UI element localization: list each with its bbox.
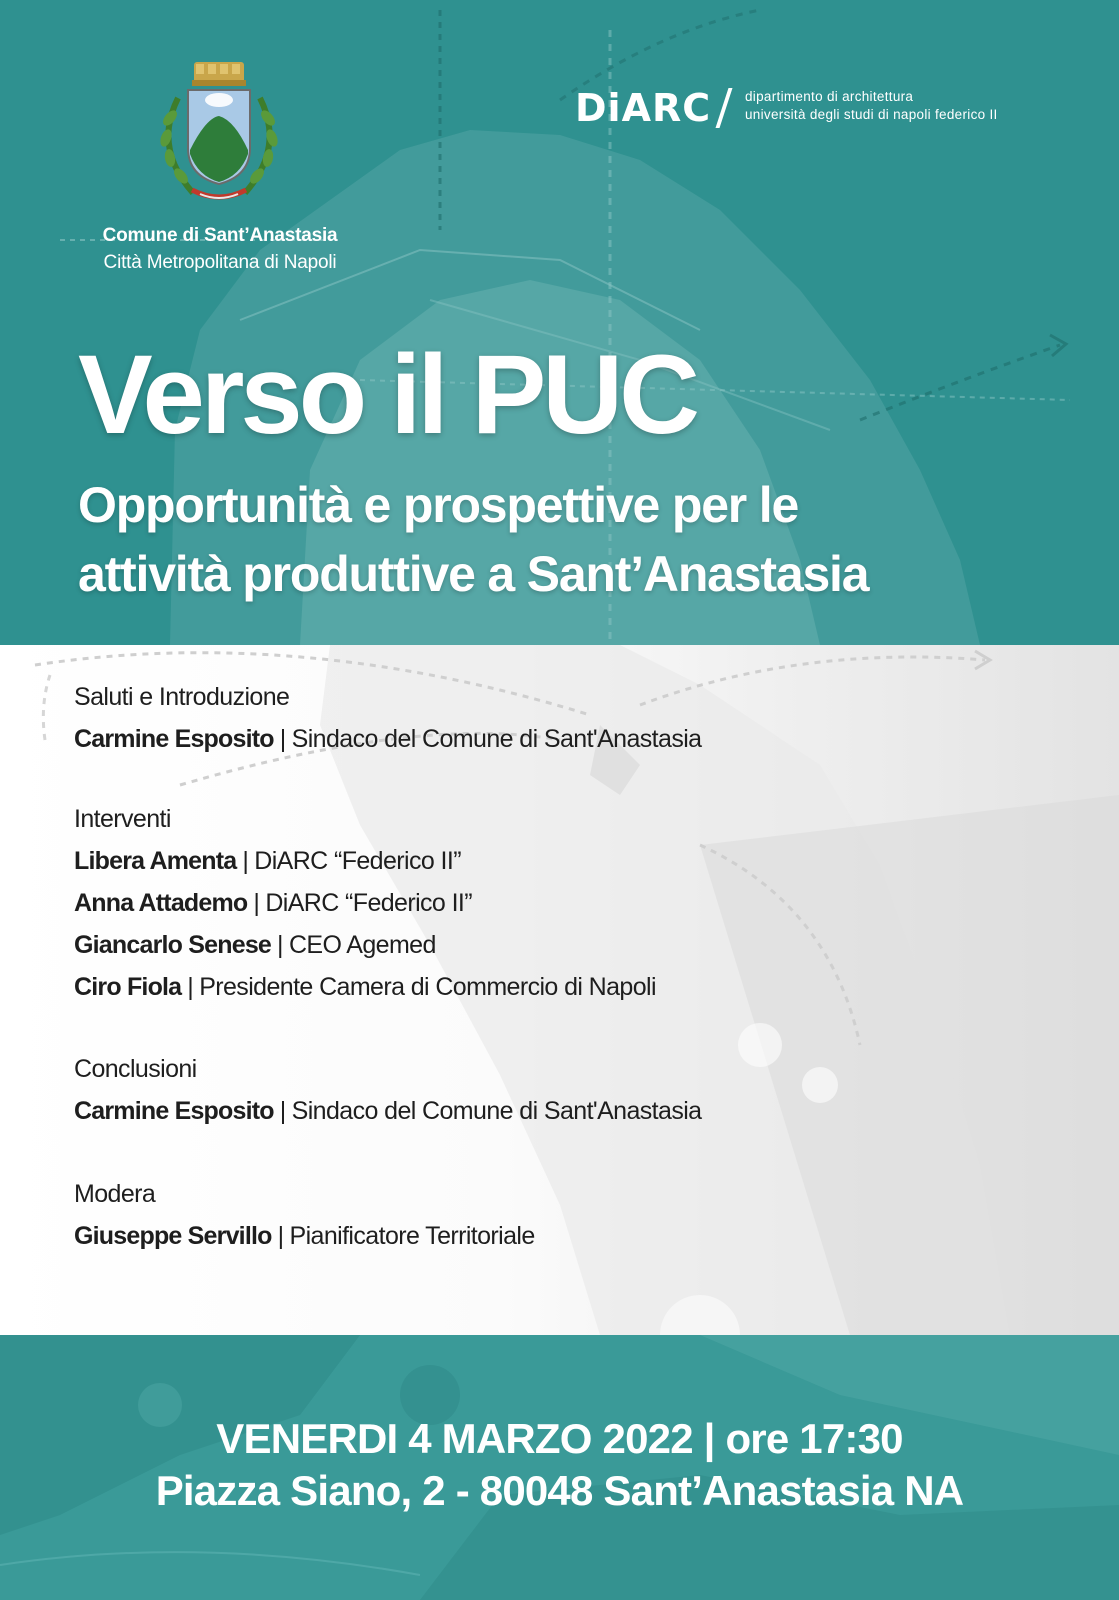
speaker-role: Sindaco del Comune di Sant'Anastasia [291, 725, 702, 753]
separator: | [279, 725, 286, 753]
speaker-name: Carmine Esposito [74, 725, 274, 753]
separator: | [253, 889, 260, 917]
subtitle-line-2: attività produttive a Sant’Anastasia [78, 546, 869, 602]
header-band [0, 0, 1119, 645]
speaker-name: Giancarlo Senese [74, 931, 272, 959]
event-location: Piazza Siano, 2 - 80048 Sant’Anastasia NA [155, 1467, 964, 1514]
speaker-name: Ciro Fiola [74, 973, 182, 1001]
separator: | [279, 1097, 286, 1125]
speaker-row [74, 1222, 535, 1251]
page-title: Verso il PUC [78, 332, 697, 457]
speaker-row [74, 1097, 702, 1126]
diarc-university: università degli studi di napoli federico II [745, 107, 998, 122]
speaker-role: Pianificatore Territoriale [289, 1222, 535, 1250]
speaker-role: Sindaco del Comune di Sant'Anastasia [291, 1097, 702, 1125]
speaker-name: Carmine Esposito [74, 1097, 274, 1125]
diarc-department: dipartimento di architettura [745, 89, 914, 104]
section-heading: Modera [74, 1180, 156, 1208]
event-date-time: VENERDI 4 MARZO 2022 | ore 17:30 [216, 1415, 903, 1462]
separator: | [277, 1222, 284, 1250]
separator: | [187, 973, 194, 1001]
speaker-row [74, 931, 436, 960]
separator: | [277, 931, 283, 959]
section-heading: Saluti e Introduzione [74, 683, 290, 711]
speaker-name: Libera Amenta [74, 847, 237, 875]
speaker-name: Giuseppe Servillo [74, 1222, 272, 1250]
comune-subtitle: Città Metropolitana di Napoli [103, 252, 337, 273]
section-heading: Conclusioni [74, 1055, 197, 1083]
speaker-row [74, 889, 472, 918]
speaker-row [74, 973, 656, 1002]
section-heading: Interventi [74, 805, 171, 833]
speaker-role: CEO Agemed [288, 931, 436, 959]
separator: | [242, 847, 249, 875]
speaker-row [74, 847, 461, 876]
subtitle-line-1: Opportunità e prospettive per le [78, 477, 799, 533]
speaker-role: DiARC “Federico II” [265, 889, 473, 917]
comune-name: Comune di Sant’Anastasia [102, 225, 338, 246]
diarc-logo: DiARC [575, 86, 712, 130]
speaker-row [74, 725, 702, 754]
program-area [0, 645, 1119, 1335]
speaker-name: Anna Attademo [74, 889, 248, 917]
speaker-role: Presidente Camera di Commercio di Napoli [199, 973, 656, 1001]
speaker-role: DiARC “Federico II” [254, 847, 461, 875]
coat-of-arms-icon [148, 58, 290, 208]
